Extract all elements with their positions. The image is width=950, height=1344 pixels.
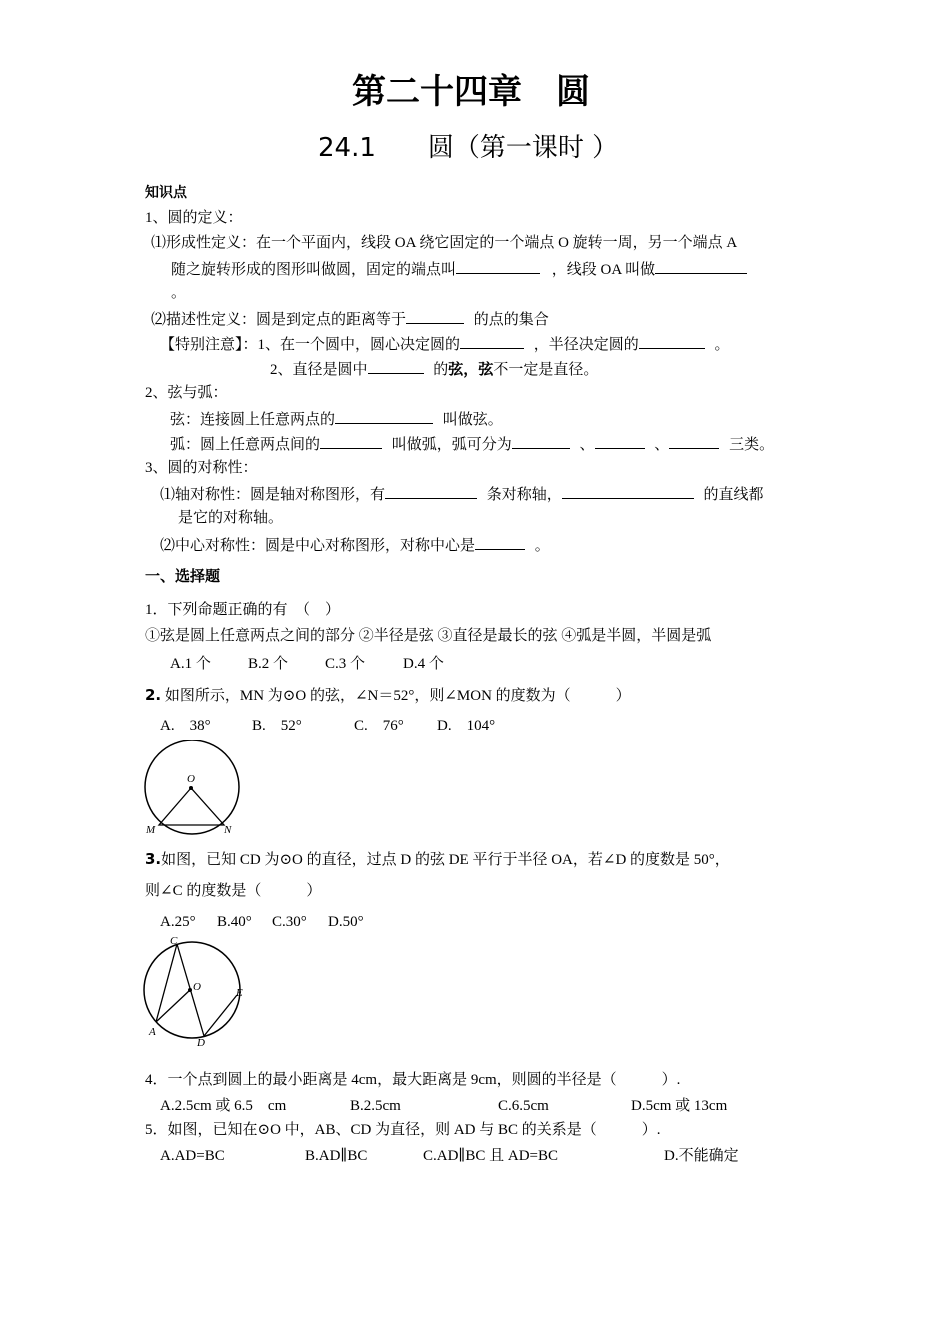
q2-label-n: N	[224, 824, 232, 836]
central-post: 。	[534, 538, 550, 554]
blank-position[interactable]	[460, 333, 524, 349]
chord-definition	[170, 408, 503, 430]
central-text: ⑵中心对称性：圆是中心对称图形，对称中心是	[160, 538, 476, 554]
q2-option-c[interactable]: C. 76°	[354, 718, 404, 734]
q2-label-m: M	[146, 824, 156, 836]
q3-stem-text: 如图，已知 CD 为⊙O 的直径，过点 D 的弦 DE 平行于半径 OA，若∠D 的度数是 50°，	[161, 852, 730, 868]
axial-symmetry-cont: 是它的对称轴。	[178, 510, 284, 526]
q3-number: 3.	[145, 850, 162, 868]
def-formative-mid: ，线段 OA 叫做	[551, 262, 656, 278]
q2-number: 2.	[145, 686, 162, 704]
chapter-title: 第二十四章 圆	[352, 72, 590, 112]
q3-label-c: C	[170, 935, 178, 947]
axial-text: ⑴轴对称性：圆是轴对称图形，有	[160, 487, 386, 503]
blank-center[interactable]	[456, 258, 540, 274]
section-choice: 一、选择题	[145, 567, 221, 585]
axial-post: 的直线都	[703, 487, 764, 503]
q1-statements: ①弦是圆上任意两点之间的部分 ②半径是弦 ③直径是最长的弦 ④弧是半圆，半圆是弧	[145, 628, 712, 644]
blank-arc-type-3[interactable]	[669, 433, 719, 449]
blank-axis-line[interactable]	[562, 483, 694, 499]
special-note-2	[270, 358, 598, 380]
axial-mid: 条对称轴，	[486, 487, 562, 503]
note1-mid: ，半径决定圆的	[533, 337, 639, 353]
arc-mid: 叫做弧，弧可分为	[391, 437, 512, 453]
q3-stem	[145, 849, 730, 870]
q3-option-a[interactable]: A.25°	[160, 914, 196, 930]
q4-option-b[interactable]: B.2.5cm	[350, 1098, 401, 1114]
blank-center-of-symmetry[interactable]	[475, 534, 525, 550]
note2-text: 2、直径是圆中	[270, 362, 368, 378]
q4-option-c[interactable]: C.6.5cm	[498, 1098, 549, 1114]
q5-option-b[interactable]: B.AD∥BC	[305, 1148, 368, 1164]
q3-option-c[interactable]: C.30°	[272, 914, 307, 930]
q3-label-e: E	[236, 987, 243, 999]
q5-option-c[interactable]: C.AD∥BC 且 AD=BC	[423, 1148, 558, 1164]
q1-stem: 1．下列命题正确的有 （ ）	[145, 602, 341, 618]
q5-option-a[interactable]: A.AD=BC	[160, 1148, 225, 1164]
q1-option-d[interactable]: D.4 个	[403, 656, 444, 672]
q3-label-a: A	[149, 1026, 156, 1038]
blank-axis-count[interactable]	[385, 483, 477, 499]
section-symmetry: 3、圆的对称性：	[145, 460, 258, 476]
q3-option-b[interactable]: B.40°	[217, 914, 252, 930]
blank-arc-type-1[interactable]	[512, 433, 570, 449]
q3-stem-line2: 则∠C 的度数是（ ）	[145, 883, 322, 899]
blank-radius[interactable]	[655, 258, 747, 274]
arc-definition	[170, 433, 774, 455]
q5-stem: 5．如图，已知在⊙O 中，AB、CD 为直径，则 AD 与 BC 的关系是（ ）.	[145, 1122, 661, 1138]
q2-option-a[interactable]: A. 38°	[160, 718, 211, 734]
q1-option-c[interactable]: C.3 个	[325, 656, 366, 672]
arc-text: 弧：圆上任意两点间的	[170, 437, 321, 453]
knowledge-heading: 知识点	[145, 185, 187, 201]
arc-sep-1: 、	[579, 437, 595, 453]
q2-stem-text: 如图所示，MN 为⊙O 的弦，∠N＝52°，则∠MON 的度数为（ ）	[161, 688, 631, 704]
q3-center-dot	[188, 988, 192, 992]
note2-bold-chord-1: 弦	[448, 360, 464, 378]
q2-option-d[interactable]: D. 104°	[437, 718, 496, 734]
q2-triangle-mon	[159, 788, 224, 825]
q4-option-d[interactable]: D.5cm 或 13cm	[631, 1098, 728, 1114]
q1-option-b[interactable]: B.2 个	[248, 656, 289, 672]
arc-post: 三类。	[729, 437, 775, 453]
q4-stem: 4．一个点到圆上的最小距离是 4cm，最大距离是 9cm，则圆的半径是（ ）.	[145, 1072, 681, 1088]
q2-center-dot	[189, 786, 193, 790]
def-formative-text: 随之旋转形成的图形叫做圆，固定的端点叫	[171, 262, 457, 278]
section-chord-arc: 2、弦与弧：	[145, 385, 228, 401]
lesson-title: 24.1 圆（第一课时 ）	[318, 133, 619, 163]
blank-segment[interactable]	[335, 408, 433, 424]
q2-figure	[140, 740, 246, 840]
note2-mid: 的	[433, 362, 449, 378]
def-formative-line2	[171, 258, 747, 280]
note1-post: 。	[714, 337, 730, 353]
chord-post: 叫做弦。	[442, 412, 503, 428]
q3-label-o: O	[193, 981, 201, 993]
def-descriptive	[151, 308, 549, 330]
note1-text: 【特别注意】：1、在一个圆中，圆心决定圆的	[160, 337, 461, 353]
q1-option-a[interactable]: A.1 个	[170, 656, 211, 672]
def-descriptive-post: 的点的集合	[473, 312, 549, 328]
def-descriptive-text: ⑵描述性定义：圆是到定点的距离等于	[151, 312, 407, 328]
q5-option-d[interactable]: D.不能确定	[664, 1148, 739, 1164]
special-note-1	[160, 333, 730, 355]
blank-size[interactable]	[639, 333, 705, 349]
q3-figure	[140, 932, 252, 1050]
q3-label-d: D	[197, 1037, 205, 1049]
q2-option-b[interactable]: B. 52°	[252, 718, 302, 734]
q3-option-d[interactable]: D.50°	[328, 914, 364, 930]
arc-sep-2: 、	[654, 437, 670, 453]
q4-option-a[interactable]: A.2.5cm 或 6.5 cm	[160, 1098, 287, 1114]
blank-fixed-length[interactable]	[406, 308, 464, 324]
note2-bold-chord-2: 弦	[478, 360, 494, 378]
q2-label-o: O	[187, 773, 195, 785]
section-definition: 1、圆的定义：	[145, 210, 243, 226]
def-formative-end: 。	[171, 285, 187, 301]
q2-stem	[145, 685, 631, 706]
blank-part[interactable]	[320, 433, 382, 449]
axial-symmetry	[160, 483, 764, 505]
central-symmetry	[160, 534, 550, 556]
def-formative-line1: ⑴形成性定义：在一个平面内，线段 OA 绕它固定的一个端点 O 旋转一周，另一个端点 A	[151, 235, 738, 251]
blank-arc-type-2[interactable]	[595, 433, 645, 449]
note2-comma: ，	[463, 360, 479, 378]
q3-radius-oa	[156, 990, 190, 1022]
note2-post: 不一定是直径。	[493, 362, 599, 378]
blank-longest[interactable]	[368, 358, 424, 374]
chord-text: 弦：连接圆上任意两点的	[170, 412, 336, 428]
